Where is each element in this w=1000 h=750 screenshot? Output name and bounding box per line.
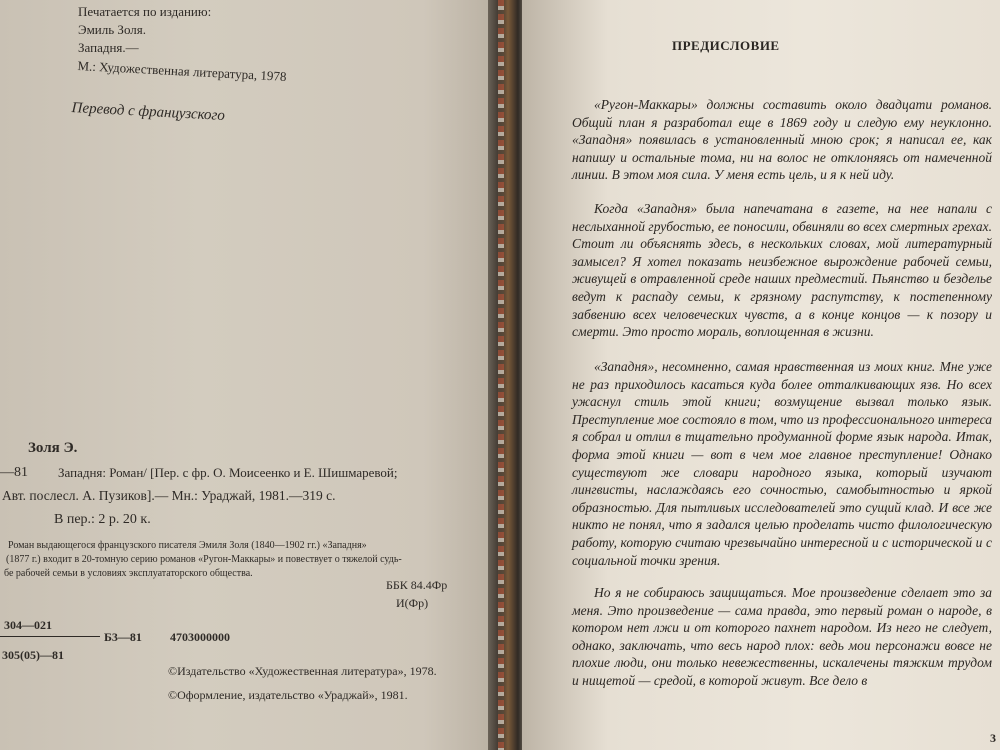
copyright-line: ©Издательство «Художественная литература», 1978. [168, 664, 437, 678]
page-title: ПРЕДИСЛОВИЕ [672, 38, 780, 53]
classification-code: 4703000000 [170, 630, 230, 644]
spine-binding [498, 0, 504, 750]
card-annotation-line: бе рабочей семьи в условиях эксплуататорского общества. [4, 568, 253, 579]
card-index-prefix: —81 [0, 465, 28, 480]
card-afterword-line: Авт. послесл. А. Пузиков].— Мн.: Ураджай, 1981.—319 с. [2, 488, 336, 503]
classification-code: 305(05)—81 [2, 648, 64, 662]
imprint-line: Западня.— [78, 40, 139, 55]
preface-paragraph: Но я не собираюсь защищаться. Мое произведение сделает это за меня. Это произведение — сама правда, это первый роман о народе, в котором нет лжи и от которого пахнет народом. Из него не следует, однако, заключать, что весь народ плох: ведь мои персонажи вовсе не плохие люди, они только невежественны, искалечены тяжким трудом и нищетой — средой, в которой живут. Все дело в [572, 585, 992, 688]
classification-code: 304—021 [4, 618, 52, 632]
card-annotation-line: (1877 г.) входит в 20-томную серию романов «Ругон-Маккары» и повествует о тяжелой судь- [6, 554, 402, 565]
code-rule [0, 636, 100, 637]
left-page [0, 0, 498, 750]
card-author: Золя Э. [28, 440, 78, 456]
bbk-code: ББК 84.4Фр [386, 578, 448, 592]
card-price: В пер.: 2 р. 20 к. [54, 512, 151, 527]
card-annotation-line: Роман выдающегося французского писателя Эмиля Золя (1840—1902 гг.) «Западня» [8, 540, 367, 551]
card-title-line: Западня: Роман/ [Пер. с фр. О. Моисеенко и Е. Шишмаревой; [58, 465, 398, 480]
imprint-line: Эмиль Золя. [78, 22, 146, 37]
preface-paragraph: «Ругон-Маккары» должны составить около двадцати романов. Общий план я разработал еще в 1869 году и следую ему неуклонно. «Западня» появилась в установленный мною срок; я написал ее, как напишу и остальные тома, ни на волос не отклоняясь от намеченной линии. В этом моя сила. У меня есть цель, и я к ней иду. [572, 97, 992, 183]
right-page [522, 0, 1000, 750]
copyright-line: ©Оформление, издательство «Ураджай», 1981. [168, 688, 408, 702]
bbk-code-secondary: И(Фр) [396, 596, 429, 610]
preface-paragraph: «Западня», несомненно, самая нравственная из моих книг. Мне уже не раз приходилось касаться куда более отталкивающих язв. Но всех ужаснул стиль этой книги; возмущение вызвал только язык. Преступление мое состояло в том, что из профессионального интереса я собрал и отлил в тщательно продуманной форме язык народа. Итак, форма этой книги — вот в чем мое главное преступление! Однако существуют же словари народного языка, который изучают лингвисты, наслаждаясь его сочностью, самобытностью и яркой образностью. Для пытливых исследователей это сущий клад. И все же никто не понял, что я задался целью проделать чисто филологическую работу, которую считаю чрезвычайно интересной и с исторической и с социальной точки зрения. [572, 359, 992, 568]
translation-note: Перевод с французского [71, 100, 226, 125]
page-number: 3 [990, 731, 996, 745]
imprint-line: М.: Художественная литература, 1978 [77, 58, 287, 84]
preface-paragraph: Когда «Западня» была напечатана в газете, на нее напали с неслыханной грубостью, ее поносили, обвиняли во всех смертных грехах. Стоит ли объяснять здесь, в нескольких словах, мой литературный замысел? Я хотел показать неизбежное вырождение рабочей семьи, живущей в отравленной среде наших предместий. Пьянство и безделье ведут к распаду семьи, к грязному распутству, к постепенному забвению всех человеческих чувств, а в конце концов — к позору и смерти. Это просто мораль, воплощенная в жизни. [572, 201, 992, 340]
imprint-line: Печатается по изданию: [78, 4, 212, 19]
classification-code: Б3—81 [104, 630, 142, 644]
